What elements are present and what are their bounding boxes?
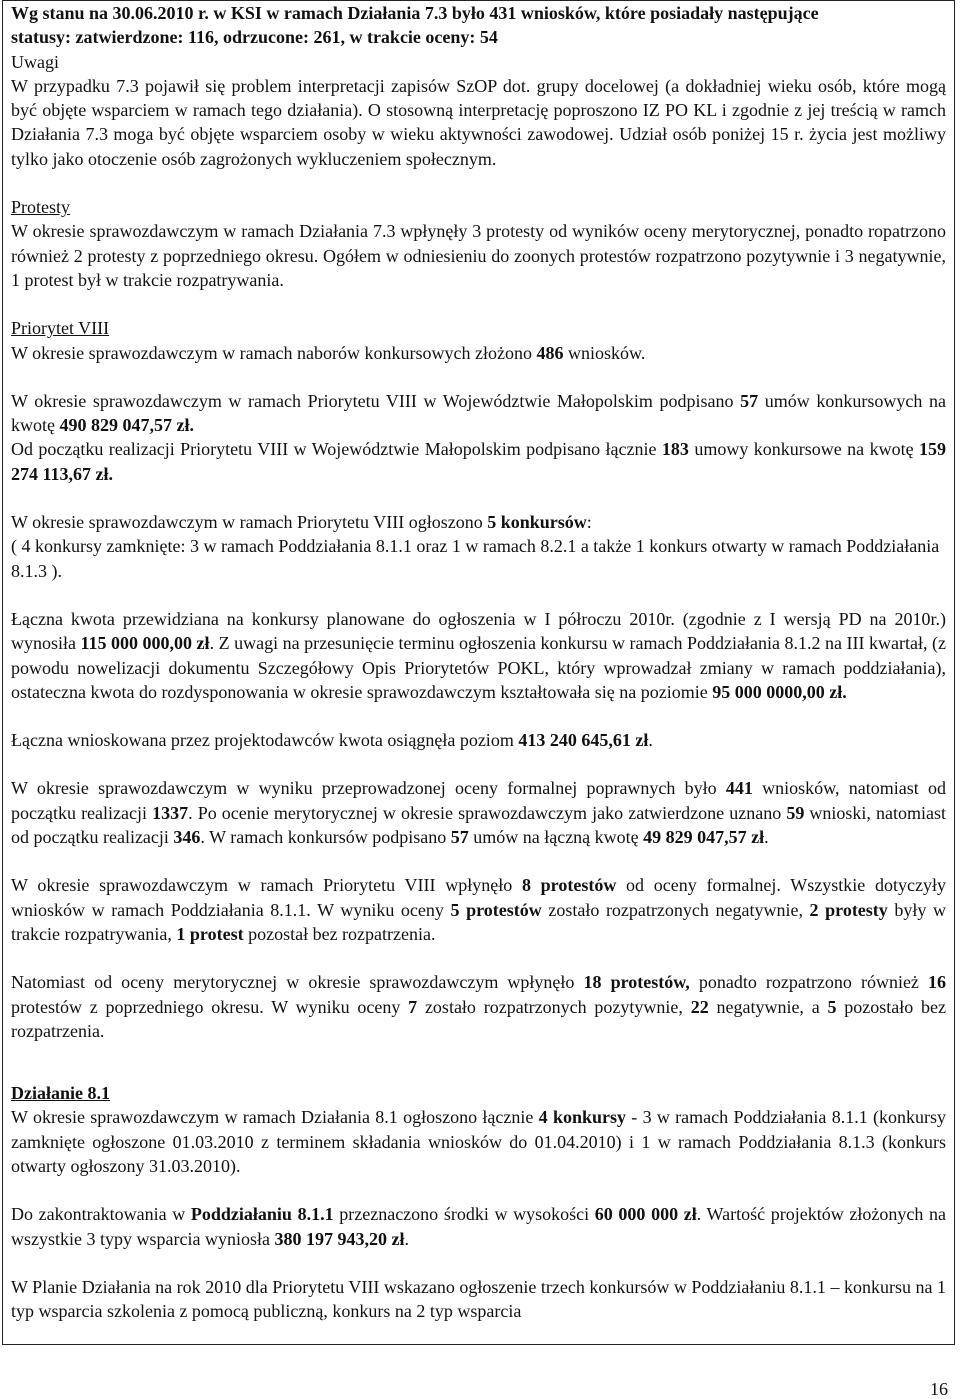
- status-paragraph: [11, 1, 946, 50]
- document-body: [11, 1, 946, 1323]
- page-frame: [2, 0, 955, 1345]
- page-number: 16: [930, 1379, 948, 1399]
- prio8-wnioski-paragraph: W okresie sprawozdawczym w ramach naborów konkursowych złożono 486 wniosków.: [11, 342, 646, 363]
- prio8-ocena-paragraph: W okresie sprawozdawczym w wyniku przeprowadzonej oceny formalnej poprawnych było 441 wniosków, natomiast od początku realizacji 1337. Po ocenie merytorycznej w okresie sprawozdawczym jako zatwierdzone uznano 59 wnioski, natomiast od początku realizacji 346. W ramach konkursów podpisano 57 umów na łączną kwotę 49 829 047,57 zł.: [11, 778, 946, 848]
- status-line-1: Wg stanu na 30.06.2010 r. w KSI w ramach Działania 7.3 było 431 wniosków, które posiadały następujące: [11, 3, 819, 23]
- priorytet-viii-heading: Priorytet VIII: [11, 318, 110, 339]
- status-line-2: statusy: zatwierdzone: 116, odrzucone: 261, w trakcie oceny: 54: [11, 27, 498, 48]
- prio8-protesty-merytoryczne-paragraph: Natomiast od oceny merytorycznej w okresie sprawozdawczym wpłynęło 18 protestów, ponadto rozpatrzono również 16 protestów z poprzedniego okresu. W wyniku oceny 7 zostało rozpatrzonych pozytywnie, 22 negatywnie, a 5 pozostało bez rozpatrzenia.: [11, 972, 947, 1041]
- protesty-heading: Protesty: [11, 197, 71, 218]
- dz81-plan-paragraph: W Planie Działania na rok 2010 dla Priorytetu VIII wskazano ogłoszenie trzech konkursów w Poddziałaniu 8.1.1 – konkursu na 1 typ wsparcia szkolenia z pomocą publiczną, konkurs na 2 typ wsparcia: [11, 1276, 946, 1322]
- prio8-umowy-paragraph: W okresie sprawozdawczym w ramach Priorytetu VIII w Województwie Małopolskim podpisano 57 umów konkursowych na kwotę 490 829 047,57 zł.: [11, 390, 946, 436]
- dz81-konkursy-paragraph: W okresie sprawozdawczym w ramach Działania 8.1 ogłoszono łącznie 4 konkursy - 3 w ramach Poddziałania 8.1.1 (konkursy zamknięte ogłoszone 01.03.2010 z terminem składania wniosków do 01.04.2010) i 1 w ramach Poddziałania 8.1.3 (konkurs otwarty ogłoszony 31.03.2010).: [11, 1107, 947, 1176]
- protesty-paragraph: W okresie sprawozdawczym w ramach Działania 7.3 wpłynęły 3 protesty od wyników oceny merytorycznej, ponadto ropatrzono również 2 protesty z poprzedniego okresu. Ogółem w odniesieniu do zoonych protestów rozpatrzono pozytywnie i 3 negatywnie, 1 protest był w trakcie rozpatrywania.: [11, 221, 946, 290]
- dzialanie-8-1-heading: Działanie 8.1: [11, 1083, 110, 1104]
- prio8-lacznie-paragraph: Od początku realizacji Priorytetu VIII w Województwie Małopolskim podpisano łącznie 183 umowy konkursowe na kwotę 159 274 113,67 zł.: [11, 439, 946, 484]
- uwagi-heading: Uwagi: [11, 51, 59, 72]
- uwagi-paragraph: W przypadku 7.3 pojawił się problem interpretacji zapisów SzOP dot. grupy docelowej (a dokładniej wieku osób, które mogą być objęte wsparciem w ramach tego działania). O stosowną interpretację poproszono IZ PO KL i zgodnie z jej treścią w ramch Działania 7.3 moga być objęte wsparciem osoby w wieku aktywności zawodowej. Udział osób poniżej 15 r. życia jest możliwy tylko jako otoczenie osób zagrożonych wykluczeniem społecznym.: [11, 75, 946, 169]
- prio8-wnioskowana-paragraph: Łączna wnioskowana przez projektodawców kwota osiągnęła poziom 413 240 645,61 zł.: [11, 730, 653, 751]
- prio8-protesty-formalne-paragraph: W okresie sprawozdawczym w ramach Priorytetu VIII wpłynęło 8 protestów od oceny formalnej. Wszystkie dotyczyły wniosków w ramach Poddziałania 8.1.1. W wyniku oceny 5 protestów zostało rozpatrzonych negatywnie, 2 protesty były w trakcie rozpatrywania, 1 protest pozostał bez rozpatrzenia.: [11, 875, 946, 944]
- dz81-srodki-paragraph: Do zakontraktowania w Poddziałaniu 8.1.1 przeznaczono środki w wysokości 60 000 000 zł. Wartość projektów złożonych na wszystkie 3 typy wsparcia wyniosła 380 197 943,20 zł.: [11, 1204, 946, 1249]
- prio8-kwota-paragraph: Łączna kwota przewidziana na konkursy planowane do ogłoszenia w I półroczu 2010r. (zgodnie z I wersją PD na 2010r.) wynosiła 115 000 000,00 zł. Z uwagi na przesunięcie terminu ogłoszenia konkursu w ramach Poddziałania 8.1.2 na III kwartał, (z powodu nowelizacji dokumentu Szczegółowy Opis Priorytetów POKL, który wprowadzał zmiany w ramach poddziałania), ostateczna kwota do rozdysponowania w okresie sprawozdawczym kształtowała się na poziomie 95 000 0000,00 zł.: [11, 608, 947, 702]
- prio8-konkursy-paragraph: W okresie sprawozdawczym w ramach Priorytetu VIII ogłoszono 5 konkursów: ( 4 konkursy zamknięte: 3 w ramach Poddziałania 8.1.1 oraz 1 w ramach 8.2.1 a także 1 konkurs otwarty w ramach Poddziałania 8.1.3 ).: [11, 512, 940, 581]
